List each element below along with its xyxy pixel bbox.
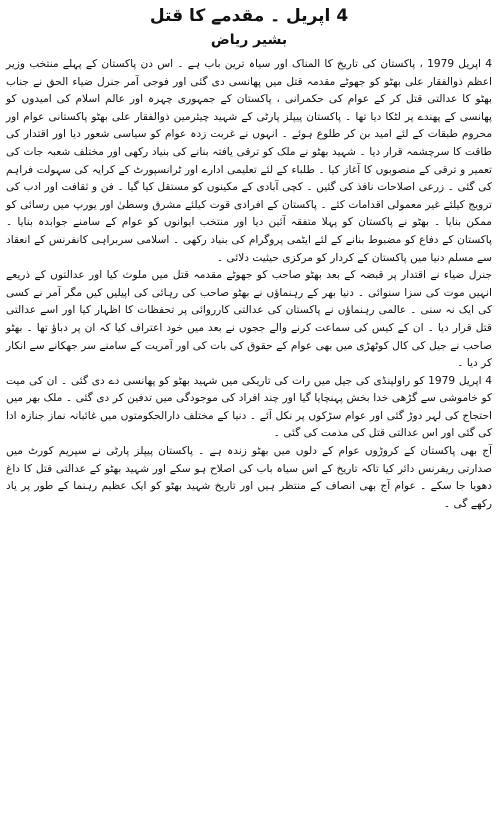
article-paragraph: جنرل ضیاء نے اقتدار پر قبضہ کے بعد بھٹو صاحب کو جھوٹے مقدمہ قتل میں ملوث کیا اور عدالتوں کے ذریعے انہیں موت کی سزا سنوائی ۔ دنیا بھر کے رہنماؤں نے بھٹو صاحب کی رہائی کی اپیلیں کیں مگر آمر نے کسی کی ایک نہ سنی ۔ عالمی رہنماؤں نے پاکستان کی عدالتی کارروائی پر تحفظات کا اظہار کیا اور اسے عدالتی قتل قرار دیا ۔ ان کے کیس کی سماعت کرنے والے ججوں نے بعد میں خود اعتراف کیا کہ ان پر دباؤ تھا ۔ بھٹو صاحب نے جیل کی کال کوٹھڑی میں بھی عوام کے حقوق کی بات کی اور آمریت کے سامنے سر جھکانے سے انکار کر دیا ۔ bbox=[6, 269, 492, 370]
article-paragraph: 4 اپریل 1979 ، پاکستان کی تاریخ کا المناک اور سیاہ ترین باب ہے ۔ اس دن پاکستان کے پہلے منتخب وزیر اعظم ذوالفقار علی بھٹو کو جھوٹے مقدمہ قتل میں پھانسی دی گئی اور فوجی آمر جنرل ضیاء الحق نے جناب بھٹو کا عدالتی قتل کر کے عوام کی حکمرانی ، پاکستان کے جمہوری چہرہ اور عالم اسلام کی امیدوں کو پھانسی کے پھندے پر لٹکا دیا تھا ۔ پاکستان پیپلز پارٹی کے شہید چیئرمین ذوالفقار علی بھٹو پاکستانی عوام اور محروم طبقات کے لئے امید بن کر طلوع ہوئے ۔ انہوں نے غربت زدہ عوام کو سیاسی شعور دیا اور اقتدار کی طاقت کا سرچشمہ قرار دیا ۔ شہید بھٹو نے ملک کو ترقی یافتہ بنانے کی بنیاد رکھی اور مختلف شعبہ جات کی تعمیر و ترقی کے منصوبوں کا آغاز کیا ۔ طلباء کے لئے تعلیمی ادارے اور ٹرانسپورٹ کے کرایہ کی سہولت فراہم کی گئی ۔ زرعی اصلاحات نافذ کی گئیں ۔ کچی آبادی کے مکینوں کو مستقل کیا گیا ۔ فن و ثقافت اور ادب کی ترویج کیلئے غیر معمولی اقدامات کئے ۔ پاکستان کے افرادی قوت کیلئے مشرق وسطیٰ اور یورپ میں رسائی کو ممکن بنایا ۔ بھٹو نے پاکستان کو پہلا متفقہ آئین دیا اور منتخب ایوانوں کو عوام کے سامنے جوابدہ بنایا ۔ پاکستان کے دفاع کو مضبوط بنانے کے لئے ایٹمی پروگرام کی بنیاد رکھی ۔ اسلامی سربراہی کانفرنس کے انعقاد سے مسلم دنیا میں پاکستان کے کردار کو مرکزی حیثیت دلائی ۔ bbox=[6, 58, 492, 264]
article-title: 4 اپریل ۔ مقدمے کا قتل bbox=[149, 6, 349, 26]
article-paragraph: آج بھی پاکستان کے کروڑوں عوام کے دلوں میں بھٹو زندہ ہے ۔ پاکستان پیپلز پارٹی نے سپریم کورٹ میں صدارتی ریفرنس دائر کیا تاکہ تاریخ کے اس سیاہ باب کی اصلاح ہو سکے اور شہید بھٹو کے عدالتی قتل کا داغ دھویا جا سکے ۔ عوام آج بھی انصاف کے منتظر ہیں اور تاریخ شہید بھٹو کو ایک عظیم رہنما کے طور پر یاد رکھے گی ۔ bbox=[6, 445, 492, 510]
article-paragraph: 4 اپریل 1979 کو راولپنڈی کی جیل میں رات کی تاریکی میں شہید بھٹو کو پھانسی دے دی گئی ۔ ان کی میت کو خاموشی سے گڑھی خدا بخش پہنچایا گیا اور چند افراد کی موجودگی میں تدفین کر دی گئی ۔ ملک بھر میں احتجاج کی لہر دوڑ گئی اور عوام سڑکوں پر نکل آئے ۔ دنیا کے مختلف دارالحکومتوں میں غائبانہ نماز جنازہ ادا کی گئی اور اس عدالتی قتل کی مذمت کی گئی ۔ bbox=[6, 374, 492, 440]
article-body bbox=[6, 56, 492, 513]
article-author: بشیر ریاض bbox=[210, 32, 288, 48]
